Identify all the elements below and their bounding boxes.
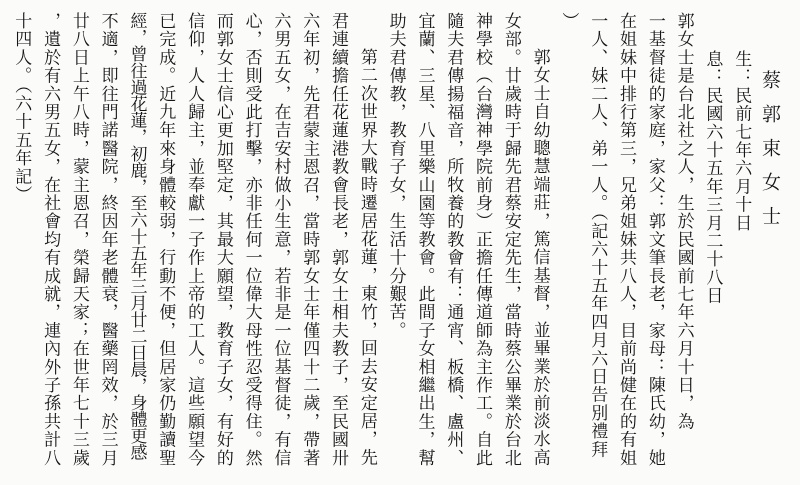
text-column: 不適，即往門諾醫院，終因年老體衰，醫藥罔效，於三月	[97, 12, 118, 467]
text-column: 經，曾往過花蓮，初鹿，至六十五年三月廿二日晨，身體更感	[126, 12, 147, 461]
text-column: 一基督徒的家庭，家父：郭文筆長老，家母：陳氏幼，她	[644, 12, 665, 467]
text-column: 女部。廿歲時于歸先君蔡安定先生，當時蔡公畢業於台北	[500, 12, 521, 467]
text-column: 十四人。（六十五年記）	[11, 12, 32, 204]
text-column: 郭女士是台北社之人，生於民國前七年六月十日，為	[673, 12, 694, 431]
paragraph-start-column: 第二次世界大戰時遷居花蓮，東竹，回去安定居，先	[356, 48, 377, 467]
text-column: 信仰，人人歸主，並奉獻一子作上帝的工人。這些願望今	[184, 12, 205, 467]
birth-date-line: 生：民前七年六月十日	[731, 50, 752, 232]
text-column: 廿八日上午八時，蒙主恩召，榮歸天家；在世年七十三歲	[68, 12, 89, 467]
text-column: 一人、妹二人、弟一人。（記六十五年四月六日告別禮拜	[587, 12, 608, 459]
text-column: 助夫君傳教，教育子女，生活十分艱苦。	[385, 12, 406, 340]
text-column: 心，否則受此打擊，亦非任何一位偉大母性忍受得住。然	[241, 12, 262, 467]
text-column: 君連續擔任花蓮港教會長老，郭女士相夫教子，至民國卅	[328, 12, 349, 467]
text-column: 六男五女，在吉安村做小生意，若非是一位基督徒，有信	[270, 12, 291, 467]
text-column: 隨夫君傳揚福音，所牧養的教會有：通宵、板橋、盧州、	[443, 12, 464, 467]
text-column: 宜蘭、三星、八里樂山園等教會。此間子女相繼出生，幫	[414, 12, 435, 467]
text-column: ）	[558, 12, 579, 31]
vertical-text-block	[6, 12, 784, 478]
text-column: 六年初，先君蒙主恩召，當時郭女士年僅四十二歲，帶著	[299, 12, 320, 467]
text-column: 已完成。近九年來身體較弱，行動不便，但居家仍勤讀聖	[155, 12, 176, 467]
text-column: ，遺於有六男五女，在社會均有成就，連內外子孫共計八	[40, 12, 61, 467]
text-column: 神學校（台灣神學院前身）正擔任傳道師為主作工。自此	[472, 12, 493, 467]
text-column: 而郭女士信心更加堅定，其最大願望，教育子女，有好的	[212, 12, 233, 467]
death-date-line: 息：民國六十五年三月二十八日	[702, 50, 723, 305]
document-title: 蔡郭束女士	[759, 70, 781, 240]
text-column: 在姐妹中排行第三，兄弟姐妹共八人，目前尚健在的有姐	[616, 12, 637, 467]
paragraph-start-column: 郭女士自幼聰慧端莊，篤信基督，並畢業於前淡水高	[529, 48, 550, 467]
